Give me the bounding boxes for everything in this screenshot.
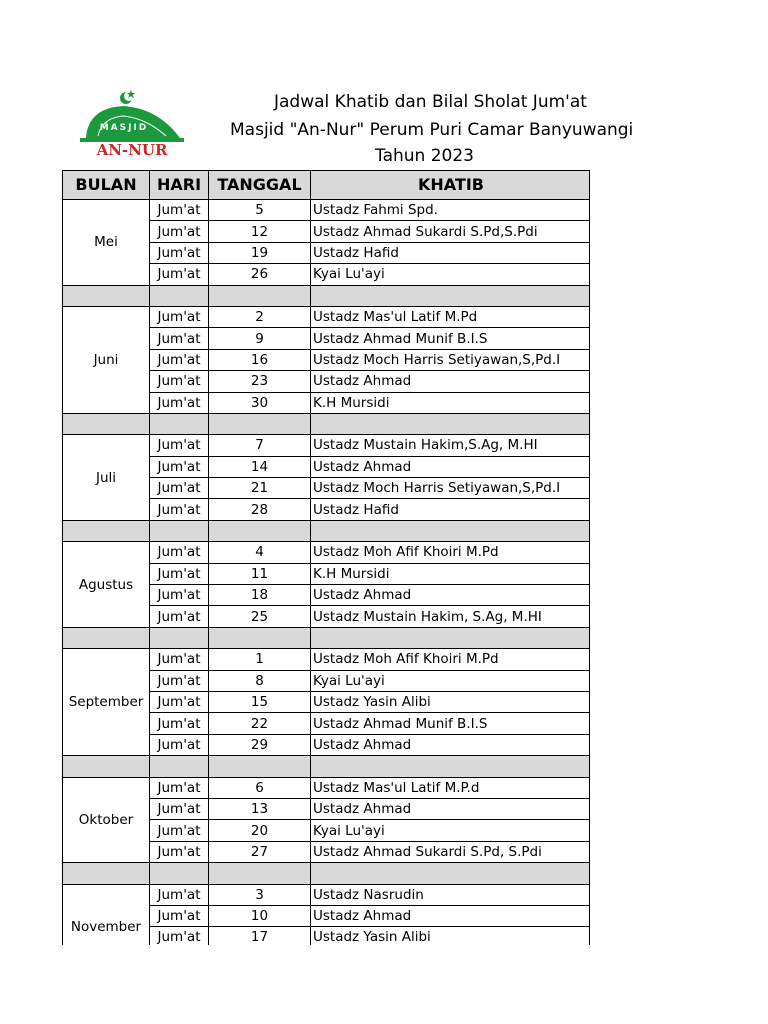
separator-cell [150, 627, 209, 648]
date-cell: 5 [209, 200, 311, 221]
day-cell: Jum'at [150, 884, 209, 905]
day-cell: Jum'at [150, 585, 209, 606]
month-separator-row [63, 520, 590, 541]
table-body [63, 200, 590, 970]
separator-cell [63, 627, 150, 648]
dome-icon [86, 106, 180, 138]
day-cell: Jum'at [150, 691, 209, 712]
khatib-cell: Kyai Lu'ayi [311, 670, 590, 691]
header-khatib: KHATIB [311, 171, 590, 200]
date-cell: 6 [209, 777, 311, 798]
separator-cell [311, 627, 590, 648]
khatib-cell: Ustadz Moh Afif Khoiri M.Pd [311, 542, 590, 563]
day-cell: Jum'at [150, 905, 209, 926]
page-bottom-blank [0, 945, 768, 1024]
logo-text-bottom: AN-NUR [96, 141, 168, 158]
date-cell: 20 [209, 820, 311, 841]
khatib-cell: Ustadz Ahmad [311, 734, 590, 755]
khatib-cell: Ustadz Yasin Alibi [311, 691, 590, 712]
day-cell: Jum'at [150, 306, 209, 327]
masjid-an-nur-logo [78, 86, 188, 158]
month-separator-row [63, 285, 590, 306]
khatib-cell: Ustadz Ahmad [311, 371, 590, 392]
month-cell: Juni [63, 306, 150, 413]
khatib-cell: Ustadz Moch Harris Setiyawan,S,Pd.I [311, 349, 590, 370]
separator-cell [209, 520, 311, 541]
khatib-cell: K.H Mursidi [311, 392, 590, 413]
khatib-cell: Ustadz Nasrudin [311, 884, 590, 905]
day-cell: Jum'at [150, 542, 209, 563]
khatib-cell: Ustadz Ahmad Munif B.I.S [311, 328, 590, 349]
separator-cell [150, 285, 209, 306]
crescent-star-icon [120, 90, 135, 104]
khatib-cell: Ustadz Mas'ul Latif M.P.d [311, 777, 590, 798]
khatib-cell: Ustadz Yasin Alibi [311, 927, 590, 948]
khatib-cell: Ustadz Fahmi Spd. [311, 200, 590, 221]
separator-cell [63, 863, 150, 884]
day-cell: Jum'at [150, 798, 209, 819]
title-line-3: Tahun 2023 [375, 146, 474, 166]
table-row [63, 542, 590, 563]
date-cell: 23 [209, 371, 311, 392]
khatib-cell: Ustadz Ahmad [311, 905, 590, 926]
header-tanggal: TANGGAL [209, 171, 311, 200]
day-cell: Jum'at [150, 478, 209, 499]
day-cell: Jum'at [150, 200, 209, 221]
separator-cell [150, 520, 209, 541]
day-cell: Jum'at [150, 606, 209, 627]
khatib-cell: Kyai Lu'ayi [311, 820, 590, 841]
separator-cell [209, 756, 311, 777]
day-cell: Jum'at [150, 734, 209, 755]
date-cell: 8 [209, 670, 311, 691]
date-cell: 26 [209, 264, 311, 285]
separator-cell [63, 520, 150, 541]
date-cell: 21 [209, 478, 311, 499]
date-cell: 18 [209, 585, 311, 606]
separator-cell [150, 756, 209, 777]
khatib-cell: Ustadz Hafid [311, 499, 590, 520]
table-row [63, 777, 590, 798]
month-cell: Juli [63, 435, 150, 521]
khatib-cell: Ustadz Ahmad Sukardi S.Pd,S.Pdi [311, 221, 590, 242]
day-cell: Jum'at [150, 499, 209, 520]
separator-cell [150, 413, 209, 434]
separator-cell [209, 285, 311, 306]
date-cell: 9 [209, 328, 311, 349]
separator-cell [311, 413, 590, 434]
separator-cell [63, 413, 150, 434]
separator-cell [150, 863, 209, 884]
month-cell: Oktober [63, 777, 150, 863]
day-cell: Jum'at [150, 392, 209, 413]
khatib-cell: Ustadz Ahmad [311, 456, 590, 477]
day-cell: Jum'at [150, 927, 209, 948]
day-cell: Jum'at [150, 820, 209, 841]
day-cell: Jum'at [150, 841, 209, 862]
date-cell: 13 [209, 798, 311, 819]
date-cell: 28 [209, 499, 311, 520]
title-line-1: Jadwal Khatib dan Bilal Sholat Jum'at [274, 92, 587, 112]
date-cell: 30 [209, 392, 311, 413]
date-cell: 2 [209, 306, 311, 327]
separator-cell [311, 520, 590, 541]
day-cell: Jum'at [150, 328, 209, 349]
khatib-cell: Ustadz Moch Harris Setiyawan,S,Pd.I [311, 478, 590, 499]
day-cell: Jum'at [150, 221, 209, 242]
header-bulan: BULAN [63, 171, 150, 200]
table-row [63, 884, 590, 905]
date-cell: 10 [209, 905, 311, 926]
date-cell: 25 [209, 606, 311, 627]
date-cell: 12 [209, 221, 311, 242]
table-row [63, 649, 590, 670]
month-cell: September [63, 649, 150, 756]
khatib-cell: Ustadz Mas'ul Latif M.Pd [311, 306, 590, 327]
month-separator-row [63, 863, 590, 884]
separator-cell [63, 285, 150, 306]
table-row [63, 435, 590, 456]
date-cell: 11 [209, 563, 311, 584]
day-cell: Jum'at [150, 371, 209, 392]
month-cell: Agustus [63, 542, 150, 628]
month-cell: Mei [63, 200, 150, 286]
day-cell: Jum'at [150, 349, 209, 370]
date-cell: 22 [209, 713, 311, 734]
logo-text-top: MASJID [99, 123, 149, 133]
day-cell: Jum'at [150, 777, 209, 798]
date-cell: 14 [209, 456, 311, 477]
khatib-cell: Kyai Lu'ayi [311, 264, 590, 285]
khatib-cell: Ustadz Moh Afif Khoiri M.Pd [311, 649, 590, 670]
day-cell: Jum'at [150, 264, 209, 285]
day-cell: Jum'at [150, 713, 209, 734]
month-separator-row [63, 413, 590, 434]
date-cell: 29 [209, 734, 311, 755]
date-cell: 17 [209, 927, 311, 948]
day-cell: Jum'at [150, 242, 209, 263]
title-line-2: Masjid "An-Nur" Perum Puri Camar Banyuwangi [230, 120, 634, 140]
date-cell: 27 [209, 841, 311, 862]
date-cell: 1 [209, 649, 311, 670]
day-cell: Jum'at [150, 649, 209, 670]
date-cell: 4 [209, 542, 311, 563]
separator-cell [311, 756, 590, 777]
table-row [63, 306, 590, 327]
separator-cell [209, 627, 311, 648]
header-hari: HARI [150, 171, 209, 200]
date-cell: 16 [209, 349, 311, 370]
khatib-cell: Ustadz Hafid [311, 242, 590, 263]
separator-cell [311, 285, 590, 306]
date-cell: 3 [209, 884, 311, 905]
separator-cell [311, 863, 590, 884]
khatib-cell: Ustadz Ahmad Munif B.I.S [311, 713, 590, 734]
month-cell: November [63, 884, 150, 970]
day-cell: Jum'at [150, 435, 209, 456]
khatib-cell: Ustadz Ahmad [311, 798, 590, 819]
khatib-cell: Ustadz Ahmad Sukardi S.Pd, S.Pdi [311, 841, 590, 862]
date-cell: 19 [209, 242, 311, 263]
month-separator-row [63, 627, 590, 648]
schedule-table [62, 170, 590, 970]
date-cell: 15 [209, 691, 311, 712]
separator-cell [63, 756, 150, 777]
khatib-cell: Ustadz Mustain Hakim, S.Ag, M.HI [311, 606, 590, 627]
day-cell: Jum'at [150, 670, 209, 691]
khatib-cell: Ustadz Ahmad [311, 585, 590, 606]
khatib-cell: Ustadz Mustain Hakim,S.Ag, M.HI [311, 435, 590, 456]
table-header-row [63, 171, 590, 200]
table-row [63, 200, 590, 221]
month-separator-row [63, 756, 590, 777]
day-cell: Jum'at [150, 563, 209, 584]
separator-cell [209, 413, 311, 434]
day-cell: Jum'at [150, 456, 209, 477]
date-cell: 7 [209, 435, 311, 456]
separator-cell [209, 863, 311, 884]
khatib-cell: K.H Mursidi [311, 563, 590, 584]
